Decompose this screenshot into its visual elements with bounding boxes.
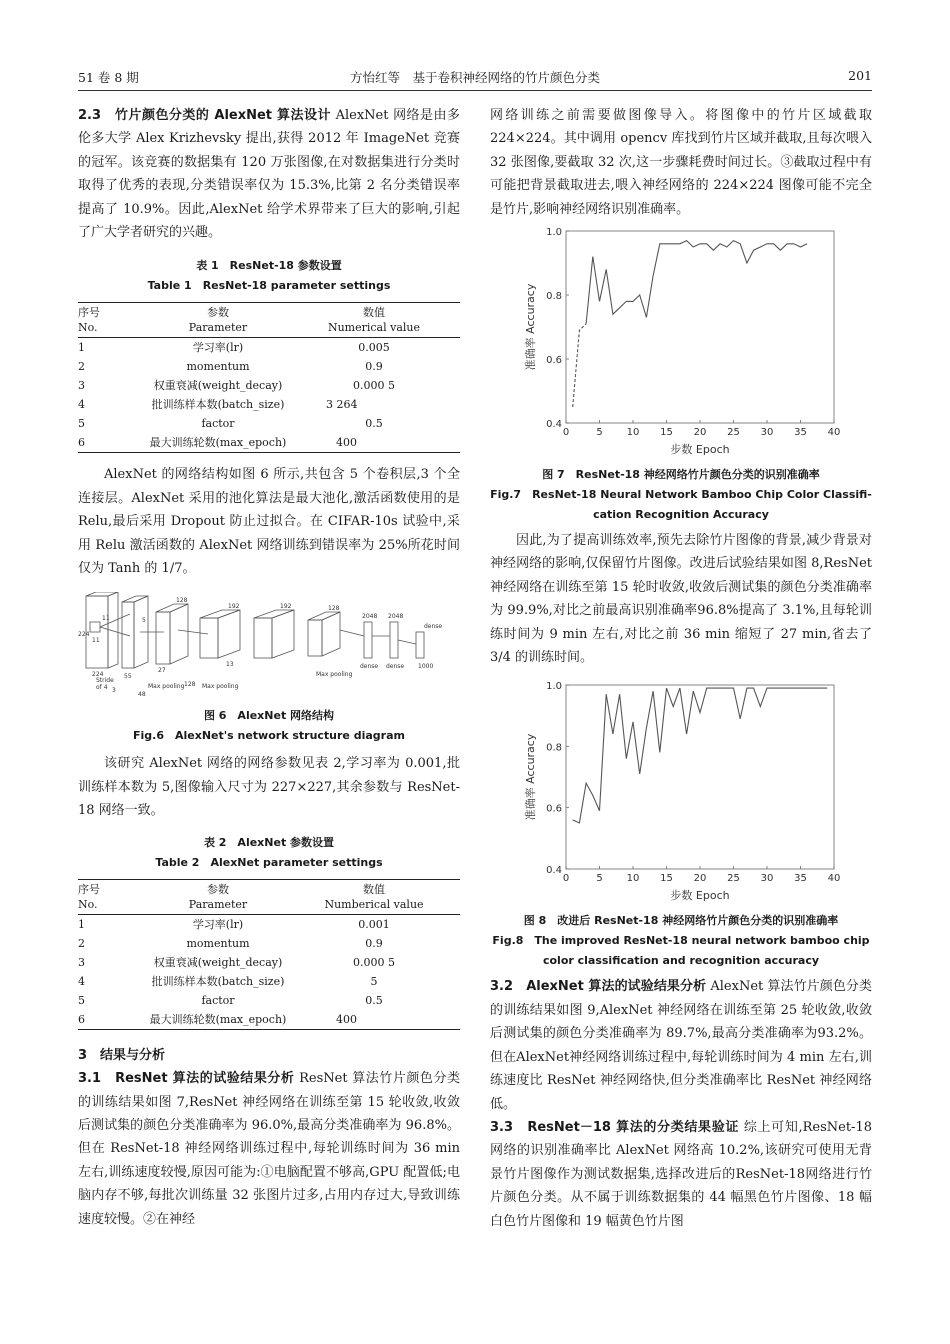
x-tick-label: 0 (562, 427, 570, 439)
section-3-2-text: AlexNet 算法竹片颜色分类的训练结果如图 9,AlexNet 神经网络在训练至第 25 轮收敛,收敛后测试集的颜色分类准确率为 89.7%,最高分类准确率为93.2%。但在AlexNet神经网络训练过程中,每轮训练时间为 4 min 左右,训练速度比 ResNet 神经网络快,但分类准确率比 ResNet 神经网络低。 (490, 979, 873, 1112)
header-volume: 51 卷 8 期 (78, 70, 139, 85)
section-3-title: 3 结果与分析 (78, 1047, 166, 1063)
connector (340, 630, 364, 636)
improve-paragraph: 因此,为了提高训练效率,预先去除竹片图像的背景,减少背景对神经网络的影响,仅保留竹片图像。改进后试验结果如图 8,ResNet 神经网络在训练至第 15 轮时收敛,收敛后测试集的颜色分类准确率为 99.9%,对比之前最高识别准确率96.8%提高了 3.1%,且每轮训练时间为 9 min 左右,对比之前 36 min 缩短了 27 min,省去了 3/4 的训练时间。 (490, 533, 872, 666)
x-tick-label: 5 (596, 427, 603, 439)
table-cell-no: 2 (78, 360, 85, 374)
label-192: 192 (228, 603, 240, 611)
table1-head-no-en: No. (78, 321, 98, 335)
table-cell-value: 0.005 (358, 341, 390, 355)
x-tick-label: 25 (727, 427, 740, 439)
series-line-start (573, 324, 586, 407)
label-11b: 11 (92, 637, 100, 645)
table-row (78, 357, 460, 376)
section-3-1-title: 3.1 ResNet 算法的试验结果分析 (78, 1071, 295, 1087)
x-tick-label: 20 (693, 873, 707, 885)
fig7-caption-en-2: cation Recognition Accuracy (593, 508, 769, 522)
section-3-1 (78, 1067, 460, 1231)
conv4-block (254, 618, 272, 658)
table1-head-val-en: Numerical value (327, 321, 421, 335)
x-tick-label: 40 (827, 427, 841, 439)
table-cell-value: 400 (336, 1012, 357, 1026)
label-55: 55 (124, 673, 132, 681)
table-cell-value: 3 264 (326, 398, 358, 412)
table-row (78, 433, 460, 453)
conv4-top (254, 610, 294, 618)
table2-head-val-en: Numberical value (324, 897, 424, 911)
x-tick-label: 15 (660, 873, 673, 885)
table-cell-no: 1 (78, 917, 85, 931)
label-128c: 128 (328, 605, 340, 613)
table-cell-param: 权重衰减(weight_decay) (153, 379, 283, 393)
table-cell-param: factor (201, 993, 235, 1007)
section-3-3-title: 3.3 ResNet－18 算法的分类结果验证 (490, 1119, 740, 1135)
section-2-3-text: AlexNet 网络是由多伦多大学 Alex Krizhevsky 提出,获得 2012 年 ImageNet 竞赛的冠军。该竞赛的数据集有 120 万张图像,在对数据集进行分类时取得了优秀的表现,分类错误率仅为 15.3%,比第 2 名分类错误率提高了 10.9%。因此,AlexNet 给学术界带来了巨大的影响,引起了广大学者研究的兴趣。 (78, 108, 461, 241)
table-row (78, 972, 460, 991)
table2-head-no-en: No. (78, 897, 98, 911)
table-cell-param: momentum (186, 360, 250, 374)
table-row (78, 376, 460, 395)
series-line (586, 241, 807, 324)
fig7-accuracy-chart (490, 223, 872, 461)
table-cell-no: 1 (78, 341, 85, 355)
table-cell-no: 4 (78, 398, 85, 412)
table-cell-value: 0.5 (365, 417, 383, 431)
table1-head-no-cn: 序号 (78, 306, 100, 320)
connector (100, 627, 130, 636)
table-cell-value: 0.9 (365, 936, 383, 950)
y-tick-label: 0.6 (546, 355, 562, 367)
table-cell-param: 学习率(lr) (192, 917, 244, 931)
x-tick-label: 40 (827, 873, 841, 885)
table-cell-param: 权重衰减(weight_decay) (153, 955, 283, 969)
label-3: 3 (112, 687, 116, 695)
y-tick-label: 0.4 (546, 865, 562, 877)
table-cell-no: 3 (78, 379, 85, 393)
header-running-title: 方怡红等 基于卷积神经网络的竹片颜色分类 (349, 70, 600, 85)
fig6-caption-en: Fig.6 AlexNet's network structure diagram (133, 729, 405, 743)
label-maxpool-2: Max pooling (202, 683, 239, 691)
label-maxpool-1: Max pooling (148, 683, 185, 691)
conv5-block (308, 620, 322, 656)
table1-head-val-cn: 数值 (363, 306, 385, 320)
table-row (78, 934, 460, 953)
table-cell-no: 4 (78, 974, 85, 988)
table-cell-no: 6 (78, 1012, 85, 1026)
dense-2 (390, 622, 398, 658)
left-column (78, 104, 460, 1231)
table2 (78, 879, 460, 1030)
table-cell-no: 5 (78, 993, 85, 1007)
table-cell-value: 0.000 5 (353, 379, 395, 393)
conv2-side (170, 604, 188, 664)
fig8-caption-en-1: Fig.8 The improved ResNet-18 neural network bamboo chip (492, 934, 870, 948)
x-axis-label: 步数 Epoch (670, 443, 730, 457)
dense-3 (416, 632, 424, 658)
y-tick-label: 0.8 (546, 742, 562, 754)
table2-header (78, 879, 460, 914)
table-row (78, 953, 460, 972)
table-cell-value: 400 (336, 436, 357, 450)
table-cell-value: 0.000 5 (353, 955, 395, 969)
table-cell-param: 最大训练轮数(max_epoch) (149, 1012, 287, 1026)
x-tick-label: 35 (794, 427, 807, 439)
table-row (78, 1010, 460, 1030)
label-48: 48 (138, 691, 146, 699)
label-128b: 128 (184, 681, 196, 689)
label-of4: of 4 (96, 684, 108, 692)
table1-head-param-en: Parameter (188, 321, 248, 335)
alexnet-structure-svg (78, 592, 460, 700)
label-13: 13 (226, 661, 234, 669)
label-224b: 224 (92, 671, 104, 679)
connector (178, 630, 208, 634)
section-3-3 (490, 1116, 872, 1233)
right-column (490, 104, 872, 1233)
table-cell-no: 5 (78, 417, 85, 431)
conv2-block (156, 612, 170, 664)
y-tick-label: 0.4 (546, 419, 562, 431)
alexnet-paragraph: AlexNet 的网络结构如图 6 所示,共包含 5 个卷积层,3 个全连接层。AlexNet 采用的池化算法是最大池化,激活函数使用的是 Relu,最后采用 Dropout 防止过拟合。在 CIFAR-10s 试验中,采用 Relu 激活函数的 AlexNet 网络训练到错误率为 25%所花时间仅为 Tanh 的 1/7。 (78, 467, 460, 577)
x-tick-label: 15 (660, 427, 673, 439)
x-tick-label: 10 (626, 427, 640, 439)
label-dense-1: dense (360, 663, 379, 671)
alexnet-param-paragraph: 该研究 AlexNet 网络的网络参数见表 2,学习率为 0.001,批训练样本数为 5,图像输入尺寸为 227×227,其余参数与 ResNet-18 网络一致。 (78, 756, 460, 819)
fig6-diagram (78, 592, 460, 700)
label-1000: 1000 (418, 663, 434, 671)
table1-header (78, 303, 460, 338)
conv1-top (122, 596, 148, 602)
table-cell-value: 5 (370, 974, 378, 988)
table2-head-val-cn: 数值 (363, 882, 385, 896)
x-tick-label: 25 (727, 873, 740, 885)
label-stride: Stride (96, 677, 114, 685)
x-tick-label: 30 (760, 427, 774, 439)
table-cell-param: 批训练样本数(batch_size) (151, 398, 285, 412)
table-cell-value: 0.9 (365, 360, 383, 374)
table-cell-param: 学习率(lr) (192, 341, 244, 355)
plot-frame (566, 231, 834, 423)
section-3-2-title: 3.2 AlexNet 算法的试验结果分析 (490, 979, 707, 995)
x-tick-label: 30 (760, 873, 774, 885)
y-tick-label: 0.6 (546, 804, 562, 816)
table2-caption-en: Table 2 AlexNet parameter settings (155, 855, 383, 869)
header-page-number: 201 (848, 68, 872, 83)
table2-head-param-en: Parameter (188, 897, 248, 911)
table-cell-no: 6 (78, 436, 85, 450)
y-axis-label: 准确率 Accuracy (524, 283, 537, 371)
fig8-accuracy-chart (490, 677, 872, 907)
label-224a: 224 (78, 631, 90, 639)
label-2048: 2048 (362, 613, 378, 621)
section-3-3-text: 综上可知,ResNet-18网络的识别准确率比 AlexNet 网络高 10.2%,该研究可使用无背景竹片图像作为测试数据集,选择改进后的ResNet-18网络进行竹片颜色分类。从不属于训练数据集的 44 幅黑色竹片图像、18 幅白色竹片图像和 19 幅黄色竹片图 (490, 1119, 872, 1229)
label-dense-2: dense (386, 663, 405, 671)
table2-head-no-cn: 序号 (78, 882, 100, 896)
section-3-1-text: ResNet 算法竹片颜色分类的训练结果如图 7,ResNet 神经网络在训练至第 15 轮收敛,收敛后测试集的颜色分类准确率为 96.0%,最高分类准确率为 96.8%。但在 ResNet-18 神经网络训练过程中,每轮训练时间为 36 min 左右,训练速度较慢,原因可能为:①电脑配置不够高,GPU 配置低;电脑内存不够,每批次训练量 32 张图片过多,占用内存过大,导致训练速度较慢。②在神经 (78, 1071, 460, 1227)
table-cell-value: 0.001 (358, 917, 390, 931)
table-row (78, 414, 460, 433)
section-2-3-title: 2.3 竹片颜色分类的 AlexNet 算法设计 (78, 108, 331, 123)
label-128: 128 (176, 597, 188, 605)
dense-1 (364, 622, 372, 658)
table-cell-param: 批训练样本数(batch_size) (151, 974, 285, 988)
label-27: 27 (158, 667, 166, 675)
table-row (78, 914, 460, 934)
conv4-side (272, 610, 294, 658)
conv5-side (322, 612, 340, 656)
header-rule (78, 90, 872, 91)
fig8-caption-cn: 图 8 改进后 ResNet-18 神经网络竹片颜色分类的识别准确率 (523, 914, 839, 928)
fig6-caption-cn: 图 6 AlexNet 网络结构 (203, 709, 335, 723)
x-axis-label: 步数 Epoch (670, 889, 730, 903)
conv3-block (200, 618, 218, 658)
table-row (78, 395, 460, 414)
label-5: 5 (142, 617, 146, 625)
label-2048b: 2048 (388, 613, 404, 621)
label-maxpool-3: Max pooling (316, 671, 353, 679)
table1-head-param-cn: 参数 (207, 306, 229, 320)
conv3-side (218, 610, 240, 658)
y-tick-label: 0.8 (546, 291, 562, 303)
table1 (78, 302, 460, 453)
table-cell-param: 最大训练轮数(max_epoch) (149, 436, 287, 450)
label-dense-3: dense (424, 623, 443, 631)
table-cell-param: factor (201, 417, 235, 431)
section-2-3 (78, 104, 460, 244)
table-cell-no: 3 (78, 955, 85, 969)
table1-caption-en: Table 1 ResNet-18 parameter settings (147, 279, 391, 293)
table1-caption-cn: 表 1 ResNet-18 参数设置 (196, 259, 342, 273)
connector (398, 640, 416, 644)
y-tick-label: 1.0 (546, 681, 562, 693)
y-tick-label: 1.0 (546, 227, 562, 239)
x-tick-label: 0 (562, 873, 570, 885)
continued-paragraph: 网络训练之前需要做图像导入。将图像中的竹片区域截取 224×224。其中调用 opencv 库找到竹片区域并截取,且每次喂入 32 张图像,要截取 32 次,这一步骤耗费时间过长。③截取过程中有可能把背景截取进去,喂入神经网络的 224×224 图像可能不完全是竹片,影响神经网络识别准确率。 (490, 108, 872, 217)
table2-head-param-cn: 参数 (207, 882, 229, 896)
conv3-top (200, 610, 240, 618)
fig7-caption-cn: 图 7 ResNet-18 神经网络竹片颜色分类的识别准确率 (542, 468, 820, 482)
x-tick-label: 10 (626, 873, 640, 885)
kernel-1 (90, 622, 100, 632)
y-axis-label: 准确率 Accuracy (524, 734, 537, 821)
fig8-caption-en-2: color classification and recognition accuracy (542, 954, 820, 968)
label-192b: 192 (280, 603, 292, 611)
table-row (78, 991, 460, 1010)
table-cell-value: 0.5 (365, 993, 383, 1007)
table-cell-no: 2 (78, 936, 85, 950)
x-tick-label: 35 (794, 873, 807, 885)
fig7-caption-en-1: Fig.7 ResNet-18 Neural Network Bamboo Chip Color Classifi- (490, 488, 872, 502)
table2-caption-cn: 表 2 AlexNet 参数设置 (203, 835, 335, 849)
x-tick-label: 20 (693, 427, 707, 439)
table-row (78, 338, 460, 358)
table-cell-param: momentum (186, 936, 250, 950)
x-tick-label: 5 (596, 873, 603, 885)
label-11: 11 (102, 615, 110, 623)
series-line (573, 689, 828, 824)
section-3-2 (490, 975, 872, 1115)
